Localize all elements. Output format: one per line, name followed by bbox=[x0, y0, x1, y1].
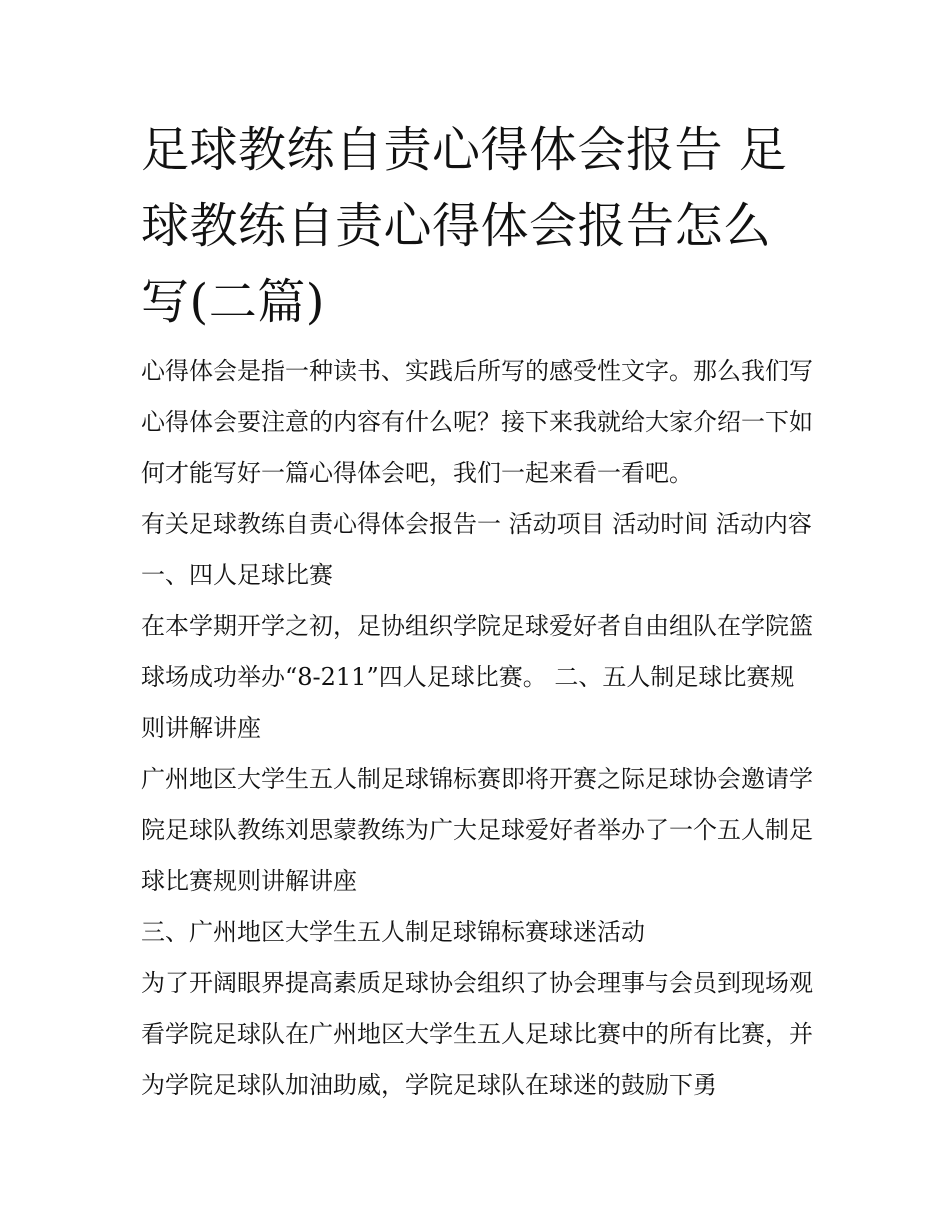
paragraph-rules-lecture: 广州地区大学生五人制足球锦标赛即将开赛之际足球协会邀请学院足球队教练刘思蒙教练为广大足球爱好者举办了一个五人制足球比赛规则讲解讲座 bbox=[141, 765, 813, 895]
paragraph-fan-activity-heading: 三、广州地区大学生五人制足球锦标赛球迷活动 bbox=[141, 918, 645, 946]
paragraph-activity-list: 有关足球教练自责心得体会报告一 活动项目 活动时间 活动内容 一、四人足球比赛 bbox=[141, 510, 812, 589]
paragraph-fan-activity: 为了开阔眼界提高素质足球协会组织了协会理事与会员到现场观看学院足球队在广州地区大学生五人足球比赛中的所有比赛，并为学院足球队加油助威，学院足球队在球迷的鼓励下勇 bbox=[141, 969, 813, 1099]
paragraph-intro: 心得体会是指一种读书、实践后所写的感受性文字。那么我们写心得体会要注意的内容有什么呢？接下来我就给大家介绍一下如何才能写好一篇心得体会吧，我们一起来看一看吧。 bbox=[141, 357, 813, 487]
paragraph-four-player-match: 在本学期开学之初，足协组织学院足球爱好者自由组队在学院篮球场成功举办“8-211”四人足球比赛。 二、五人制足球比赛规则讲解讲座 bbox=[141, 612, 813, 742]
document-body bbox=[141, 112, 813, 1111]
document-title: 足球教练自责心得体会报告 足球教练自责心得体会报告怎么写(二篇) bbox=[141, 122, 788, 330]
